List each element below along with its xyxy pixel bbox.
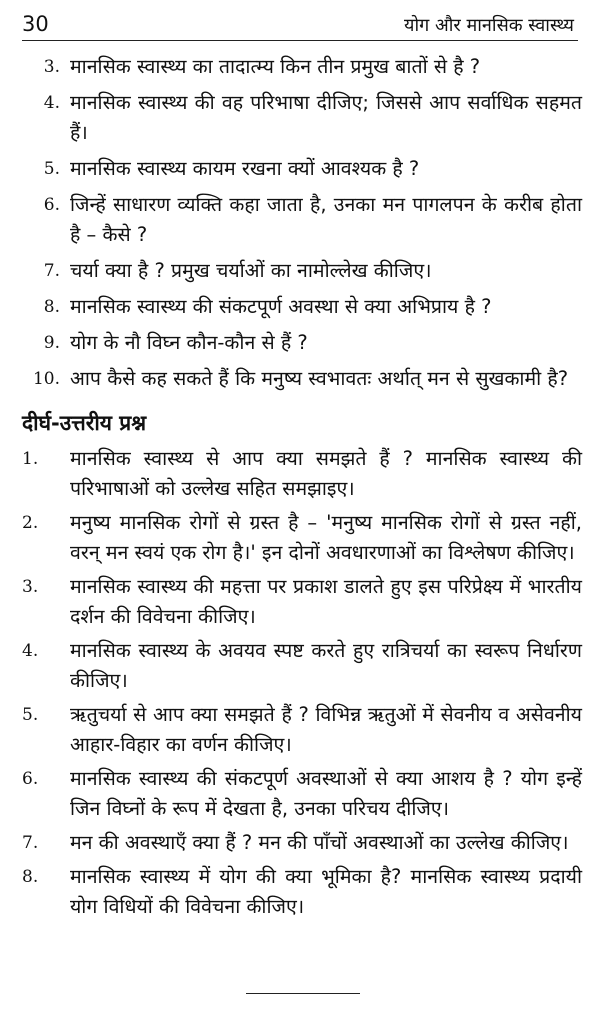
question-item	[22, 444, 582, 504]
question-item	[22, 364, 582, 394]
question-item	[22, 292, 582, 322]
question-text: मानसिक स्वास्थ्य की महत्ता पर प्रकाश डालते हुए इस परिप्रेक्ष्य में भारतीय दर्शन की विवेचना कीजिए।	[70, 575, 582, 628]
question-item	[22, 764, 582, 824]
page-number: 30	[22, 12, 49, 36]
question-text: मानसिक स्वास्थ्य की संकटपूर्ण अवस्थाओं से क्या आशय है ? योग इन्हें जिन विघ्नों के रूप में देखता है, उनका परिचय दीजिए।	[70, 767, 582, 820]
question-item	[22, 190, 582, 250]
question-text: मानसिक स्वास्थ्य की वह परिभाषा दीजिए; जिससे आप सर्वाधिक सहमत हैं।	[70, 91, 582, 144]
end-divider	[246, 993, 360, 994]
question-item	[22, 256, 582, 286]
question-text: योग के नौ विघ्न कौन-कौन से हैं ?	[70, 331, 308, 354]
question-item	[22, 88, 582, 148]
short-question-list	[22, 52, 582, 394]
question-text: मानसिक स्वास्थ्य की संकटपूर्ण अवस्था से क्या अभिप्राय है ?	[70, 295, 492, 318]
question-item	[22, 828, 582, 858]
long-question-list	[22, 444, 582, 922]
question-number: 4.	[43, 93, 60, 113]
question-text: मन की अवस्थाएँ क्या हैं ? मन की पाँचों अवस्थाओं का उल्लेख कीजिए।	[70, 831, 569, 854]
question-number: 5.	[22, 705, 39, 725]
question-text: मनुष्य मानसिक रोगों से ग्रस्त है – 'मनुष्य मानसिक रोगों से ग्रस्त नहीं, वरन् मन स्वयं एक रोग है।' इन दोनों अवधारणाओं का विश्लेषण कीजिए।	[70, 511, 582, 564]
question-number: 1.	[22, 449, 39, 469]
question-number: 3.	[22, 577, 39, 597]
page-content	[22, 52, 582, 926]
question-text: मानसिक स्वास्थ्य कायम रखना क्यों आवश्यक है ?	[70, 157, 420, 180]
question-number: 4.	[22, 641, 39, 661]
question-number: 6.	[22, 769, 39, 789]
question-text: ऋतुचर्या से आप क्या समझते हैं ? विभिन्न ऋतुओं में सेवनीय व असेवनीय आहार-विहार का वर्णन कीजिए।	[70, 703, 582, 756]
question-number: 7.	[22, 833, 39, 853]
question-text: मानसिक स्वास्थ्य के अवयव स्पष्ट करते हुए रात्रिचर्या का स्वरूप निर्धारण कीजिए।	[70, 639, 582, 692]
question-item	[22, 636, 582, 696]
question-number: 9.	[43, 333, 60, 353]
question-item	[22, 862, 582, 922]
question-number: 10.	[32, 369, 60, 389]
question-item	[22, 572, 582, 632]
question-text: आप कैसे कह सकते हैं कि मनुष्य स्वभावतः अर्थात् मन से सुखकामी है?	[70, 367, 569, 390]
question-number: 3.	[43, 57, 60, 77]
question-item	[22, 508, 582, 568]
question-text: मानसिक स्वास्थ्य से आप क्या समझते हैं ? मानसिक स्वास्थ्य की परिभाषाओं को उल्लेख सहित समझाइए।	[70, 447, 582, 500]
question-number: 8.	[22, 867, 39, 887]
running-title: योग और मानसिक स्वास्थ्य	[404, 15, 574, 36]
question-number: 5.	[43, 159, 60, 179]
page-header	[22, 10, 578, 41]
question-text: मानसिक स्वास्थ्य का तादात्म्य किन तीन प्रमुख बातों से है ?	[70, 55, 481, 78]
question-number: 6.	[43, 195, 60, 215]
question-item	[22, 700, 582, 760]
question-item	[22, 154, 582, 184]
question-item	[22, 328, 582, 358]
question-item	[22, 52, 582, 82]
section-heading: दीर्घ-उत्तरीय प्रश्न	[22, 411, 147, 435]
question-text: मानसिक स्वास्थ्य में योग की क्या भूमिका है? मानसिक स्वास्थ्य प्रदायी योग विधियों की विवेचना कीजिए।	[70, 865, 582, 918]
question-number: 2.	[22, 513, 39, 533]
question-text: चर्या क्या है ? प्रमुख चर्याओं का नामोल्लेख कीजिए।	[70, 259, 432, 282]
question-text: जिन्हें साधारण व्यक्ति कहा जाता है, उनका मन पागलपन के करीब होता है – कैसे ?	[70, 193, 582, 246]
question-number: 7.	[43, 261, 60, 281]
question-number: 8.	[43, 297, 60, 317]
